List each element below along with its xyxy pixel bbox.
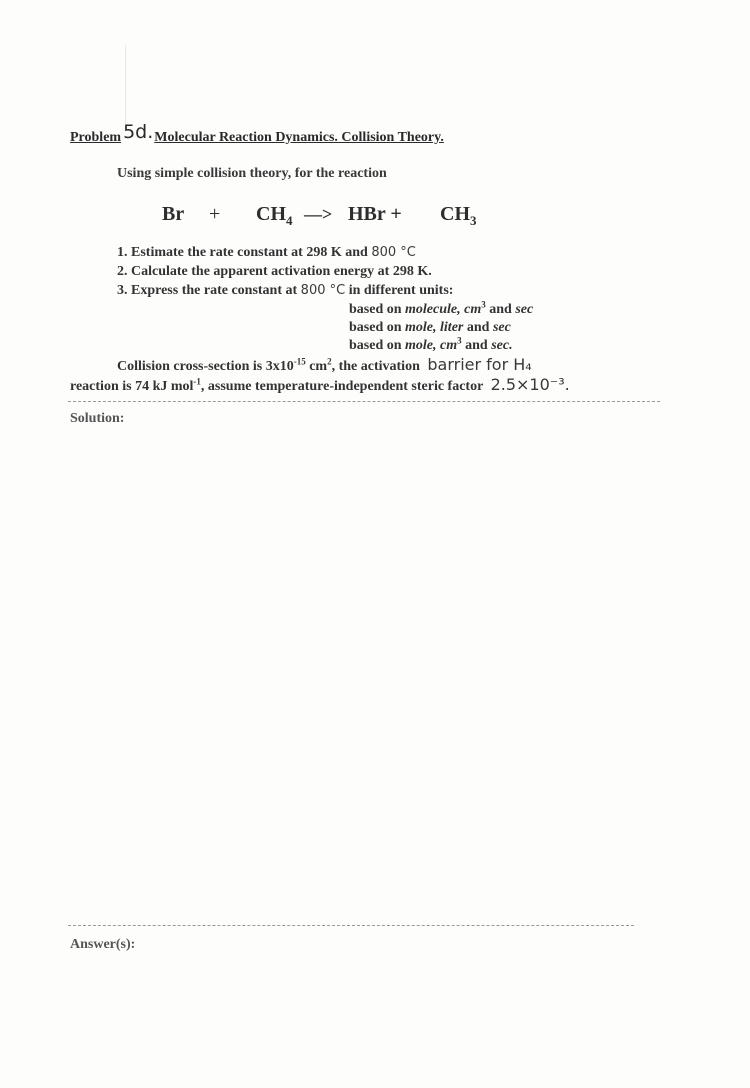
- reactant-ch4: $CH_4$: [256, 203, 293, 228]
- problem-number-handwritten: 5d.: [123, 121, 154, 143]
- q3-handwritten-temp: 800 °C: [300, 283, 346, 298]
- paragraph-line-1: Collision cross-section is $3x10^{-15}$ $cm^2$, the activation barrier for H₄: [117, 355, 532, 374]
- question-2: 2. Calculate the apparent activation energy at 298 K.: [117, 264, 432, 279]
- paragraph-line-2: reaction is 74 kJ mol$^{-1}$, assume temperature-independent steric factor 2.5×10⁻³.: [70, 375, 570, 394]
- q1-handwritten-temp: 800 °C: [371, 245, 416, 260]
- question-3: 3. Express the rate constant at 800 °C in different units:: [117, 283, 454, 298]
- product-hbr: HBr +: [348, 203, 402, 225]
- problem-title: [70, 121, 444, 146]
- reaction-arrow: —>: [304, 204, 333, 224]
- problem-prefix: Problem: [70, 130, 122, 145]
- reaction-equation: [0, 203, 750, 233]
- scan-artifact-line: [125, 45, 126, 125]
- unit-option-2: based on mole, liter and sec: [349, 320, 511, 335]
- unit-option-3: based on mole, $cm^3$ and sec.: [349, 335, 513, 353]
- intro-text: Using simple collision theory, for the reaction: [117, 166, 387, 181]
- answer-label: Answer(s):: [70, 937, 136, 952]
- handwritten-steric-factor: 2.5×10⁻³.: [490, 375, 570, 394]
- divider-bottom: [68, 925, 634, 926]
- problem-heading: Molecular Reaction Dynamics. Collision Theory.: [154, 130, 444, 145]
- unit-option-1: based on molecule, $cm^3$ and sec: [349, 299, 534, 317]
- handwritten-barrier-note: barrier for H₄: [427, 355, 532, 374]
- divider-top: [68, 401, 660, 402]
- question-1: 1. Estimate the rate constant at 298 K and 800 °C: [117, 245, 416, 260]
- product-ch3: $CH_3$: [440, 203, 477, 228]
- reactant-br: Br: [162, 203, 185, 225]
- plus-sign: +: [209, 203, 221, 225]
- solution-label: Solution:: [70, 411, 125, 426]
